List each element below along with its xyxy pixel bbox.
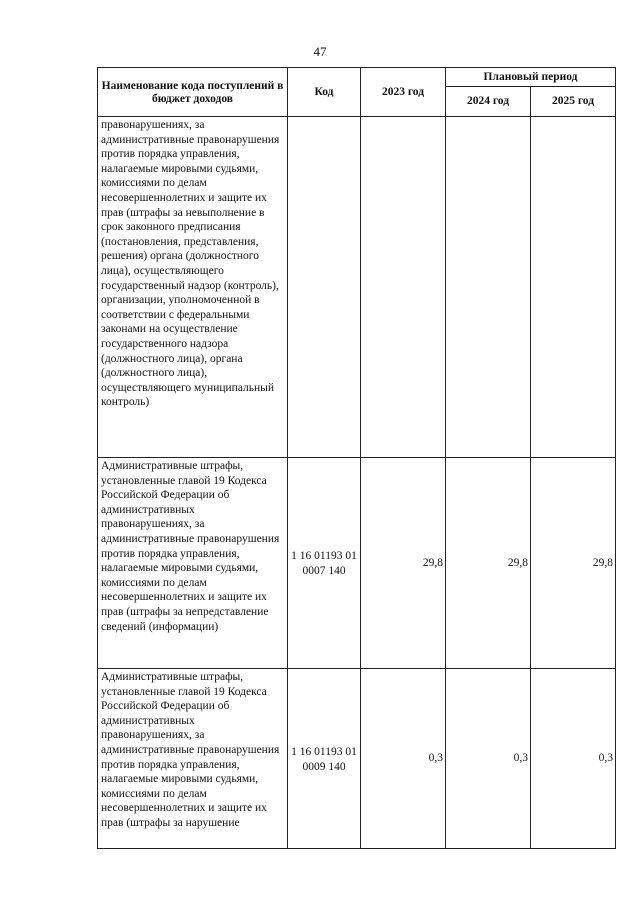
row-value-2025: 29,8 bbox=[531, 458, 616, 669]
row-value-2023: 0,3 bbox=[361, 669, 446, 849]
table-row bbox=[98, 117, 616, 458]
row-value-2024: 29,8 bbox=[446, 458, 531, 669]
row-value-2025 bbox=[531, 117, 616, 458]
row-name: Административные штрафы, установленные главой 19 Кодекса Российской Федерации об административных правонарушениях, за административные правонарушения против порядка управления, налагаемые мировыми судьями, комиссиями по делам несовершеннолетних и защите их прав (штрафы за непредставление сведений (информации) bbox=[98, 458, 288, 669]
header-code: Код bbox=[288, 68, 361, 117]
row-name: правонарушениях, за административные правонарушения против порядка управления, налагаемые мировыми судьями, комиссиями по делам несовершеннолетних и защите их прав (штрафы за невыполнение в срок законного предписания (постановления, представления, решения) органа (должностного лица), осуществляющего государственный надзор (контроль), организации, уполномоченной в соответствии с федеральными законами на осуществление государственного надзора (должностного лица), органа (должностного лица), осуществляющего муниципальный контроль) bbox=[98, 117, 288, 458]
row-name: Административные штрафы, установленные главой 19 Кодекса Российской Федерации об административных правонарушениях, за административные правонарушения против порядка управления, налагаемые мировыми судьями, комиссиями по делам несовершеннолетних и защите их прав (штрафы за нарушение bbox=[98, 669, 288, 849]
header-year-2025: 2025 год bbox=[531, 87, 616, 117]
row-code bbox=[288, 117, 361, 458]
row-value-2024 bbox=[446, 117, 531, 458]
page-number: 47 bbox=[313, 44, 327, 59]
row-value-2025: 0,3 bbox=[531, 669, 616, 849]
row-value-2024: 0,3 bbox=[446, 669, 531, 849]
row-code: 1 16 01193 01 0007 140 bbox=[288, 458, 361, 669]
header-year-2024: 2024 год bbox=[446, 87, 531, 117]
row-value-2023 bbox=[361, 117, 446, 458]
header-planning-period: Плановый период bbox=[446, 68, 616, 87]
row-value-2023: 29,8 bbox=[361, 458, 446, 669]
header-name: Наименование кода поступлений в бюджет доходов bbox=[98, 68, 288, 117]
row-code: 1 16 01193 01 0009 140 bbox=[288, 669, 361, 849]
table-row bbox=[98, 669, 616, 849]
budget-revenue-table bbox=[97, 67, 616, 849]
header-year-2023: 2023 год bbox=[361, 68, 446, 117]
table-row bbox=[98, 458, 616, 669]
